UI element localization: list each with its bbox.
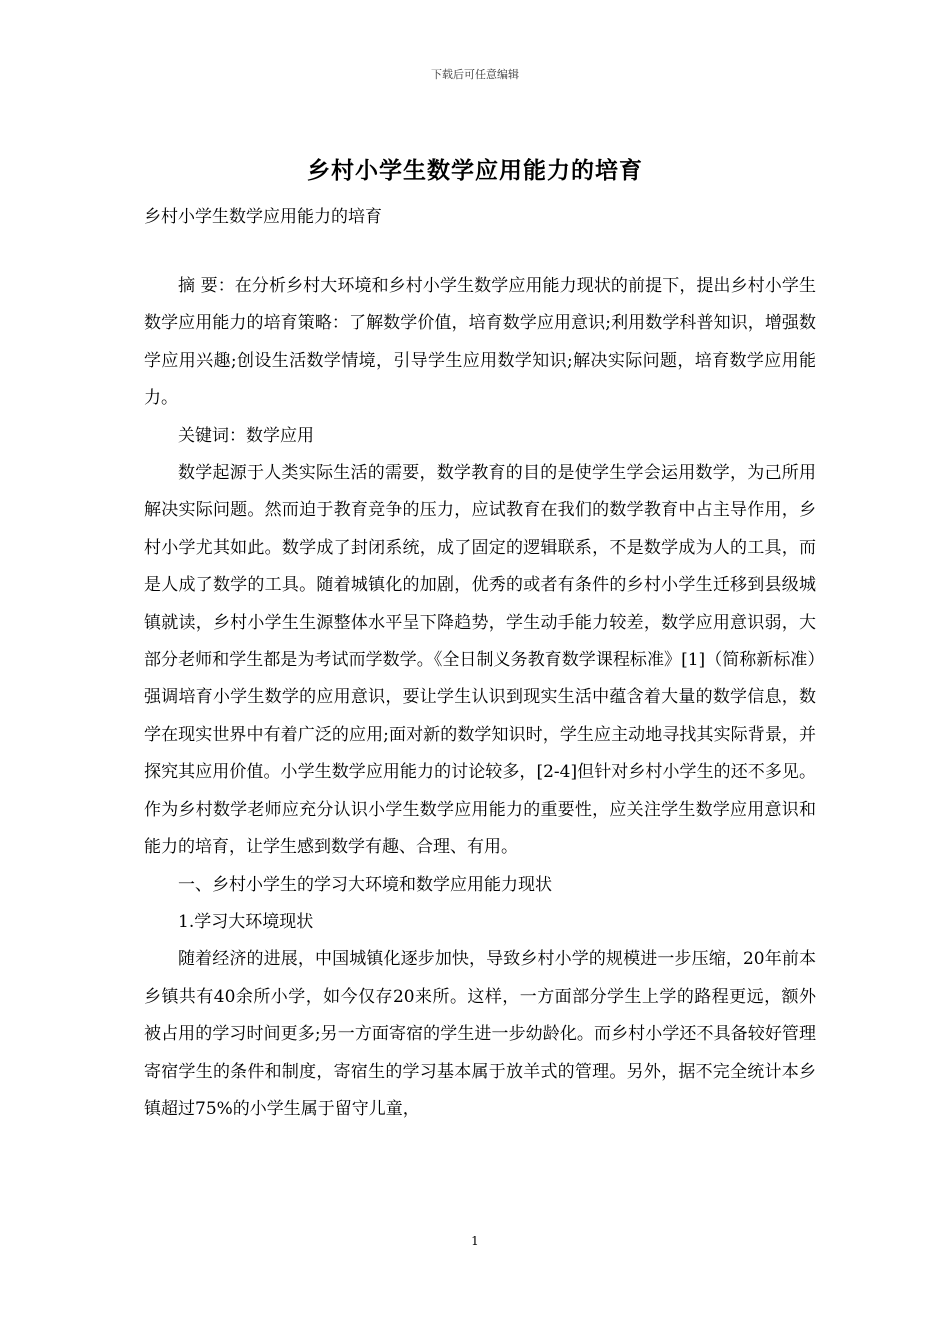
document-title: 乡村小学生数学应用能力的培育 (307, 157, 643, 184)
subsection-heading: 1.学习大环境现状 (178, 911, 314, 932)
document-body (144, 268, 816, 1128)
abstract-paragraph: 摘 要：在分析乡村大环境和乡村小学生数学应用能力现状的前提下，提出乡村小学生数学应用能力的培育策略：了解数学价值，培育数学应用意识;利用数学科普知识，增强数学应用兴趣;创设生活数学情境，引导学生应用数学知识;解决实际问题，培育数学应用能力。 (144, 276, 816, 409)
page-number: 1 (471, 1234, 479, 1248)
page-header-note: 下载后可任意编辑 (431, 68, 519, 81)
keywords-paragraph: 关键词：数学应用 (178, 425, 314, 446)
section-heading: 一、乡村小学生的学习大环境和数学应用能力现状 (178, 874, 552, 895)
document-subtitle: 乡村小学生数学应用能力的培育 (144, 207, 382, 227)
body-paragraph: 随着经济的进展，中国城镇化逐步加快，导致乡村小学的规模进一步压缩，20年前本乡镇共有40余所小学，如今仅存20来所。这样，一方面部分学生上学的路程更远，额外被占用的学习时间更多;另一方面寄宿的学生进一步幼龄化。而乡村小学还不具备较好管理寄宿学生的条件和制度，寄宿生的学习基本属于放羊式的管理。另外，据不完全统计本乡镇超过75%的小学生属于留守儿童， (144, 949, 816, 1119)
intro-paragraph: 数学起源于人类实际生活的需要，数学教育的目的是使学生学会运用数学，为己所用解决实际问题。然而迫于教育竞争的压力，应试教育在我们的数学教育中占主导作用，乡村小学尤其如此。数学成了封闭系统，成了固定的逻辑联系，不是数学成为人的工具，而是人成了数学的工具。随着城镇化的加剧，优秀的或者有条件的乡村小学生迁移到县级城镇就读，乡村小学生生源整体水平呈下降趋势，学生动手能力较差，数学应用意识弱，大部分老师和学生都是为考试而学数学。《全日制义务教育数学课程标准》[1]（简称新标准）强调培育小学生数学的应用意识，要让学生认识到现实生活中蕴含着大量的数学信息，数学在现实世界中有着广泛的应用;面对新的数学知识时，学生应主动地寻找其实际背景，并探究其应用价值。小学生数学应用能力的讨论较多，[2-4]但针对乡村小学生的还不多见。作为乡村数学老师应充分认识小学生数学应用能力的重要性，应关注学生数学应用意识和能力的培育，让学生感到数学有趣、合理、有用。 (144, 463, 816, 858)
